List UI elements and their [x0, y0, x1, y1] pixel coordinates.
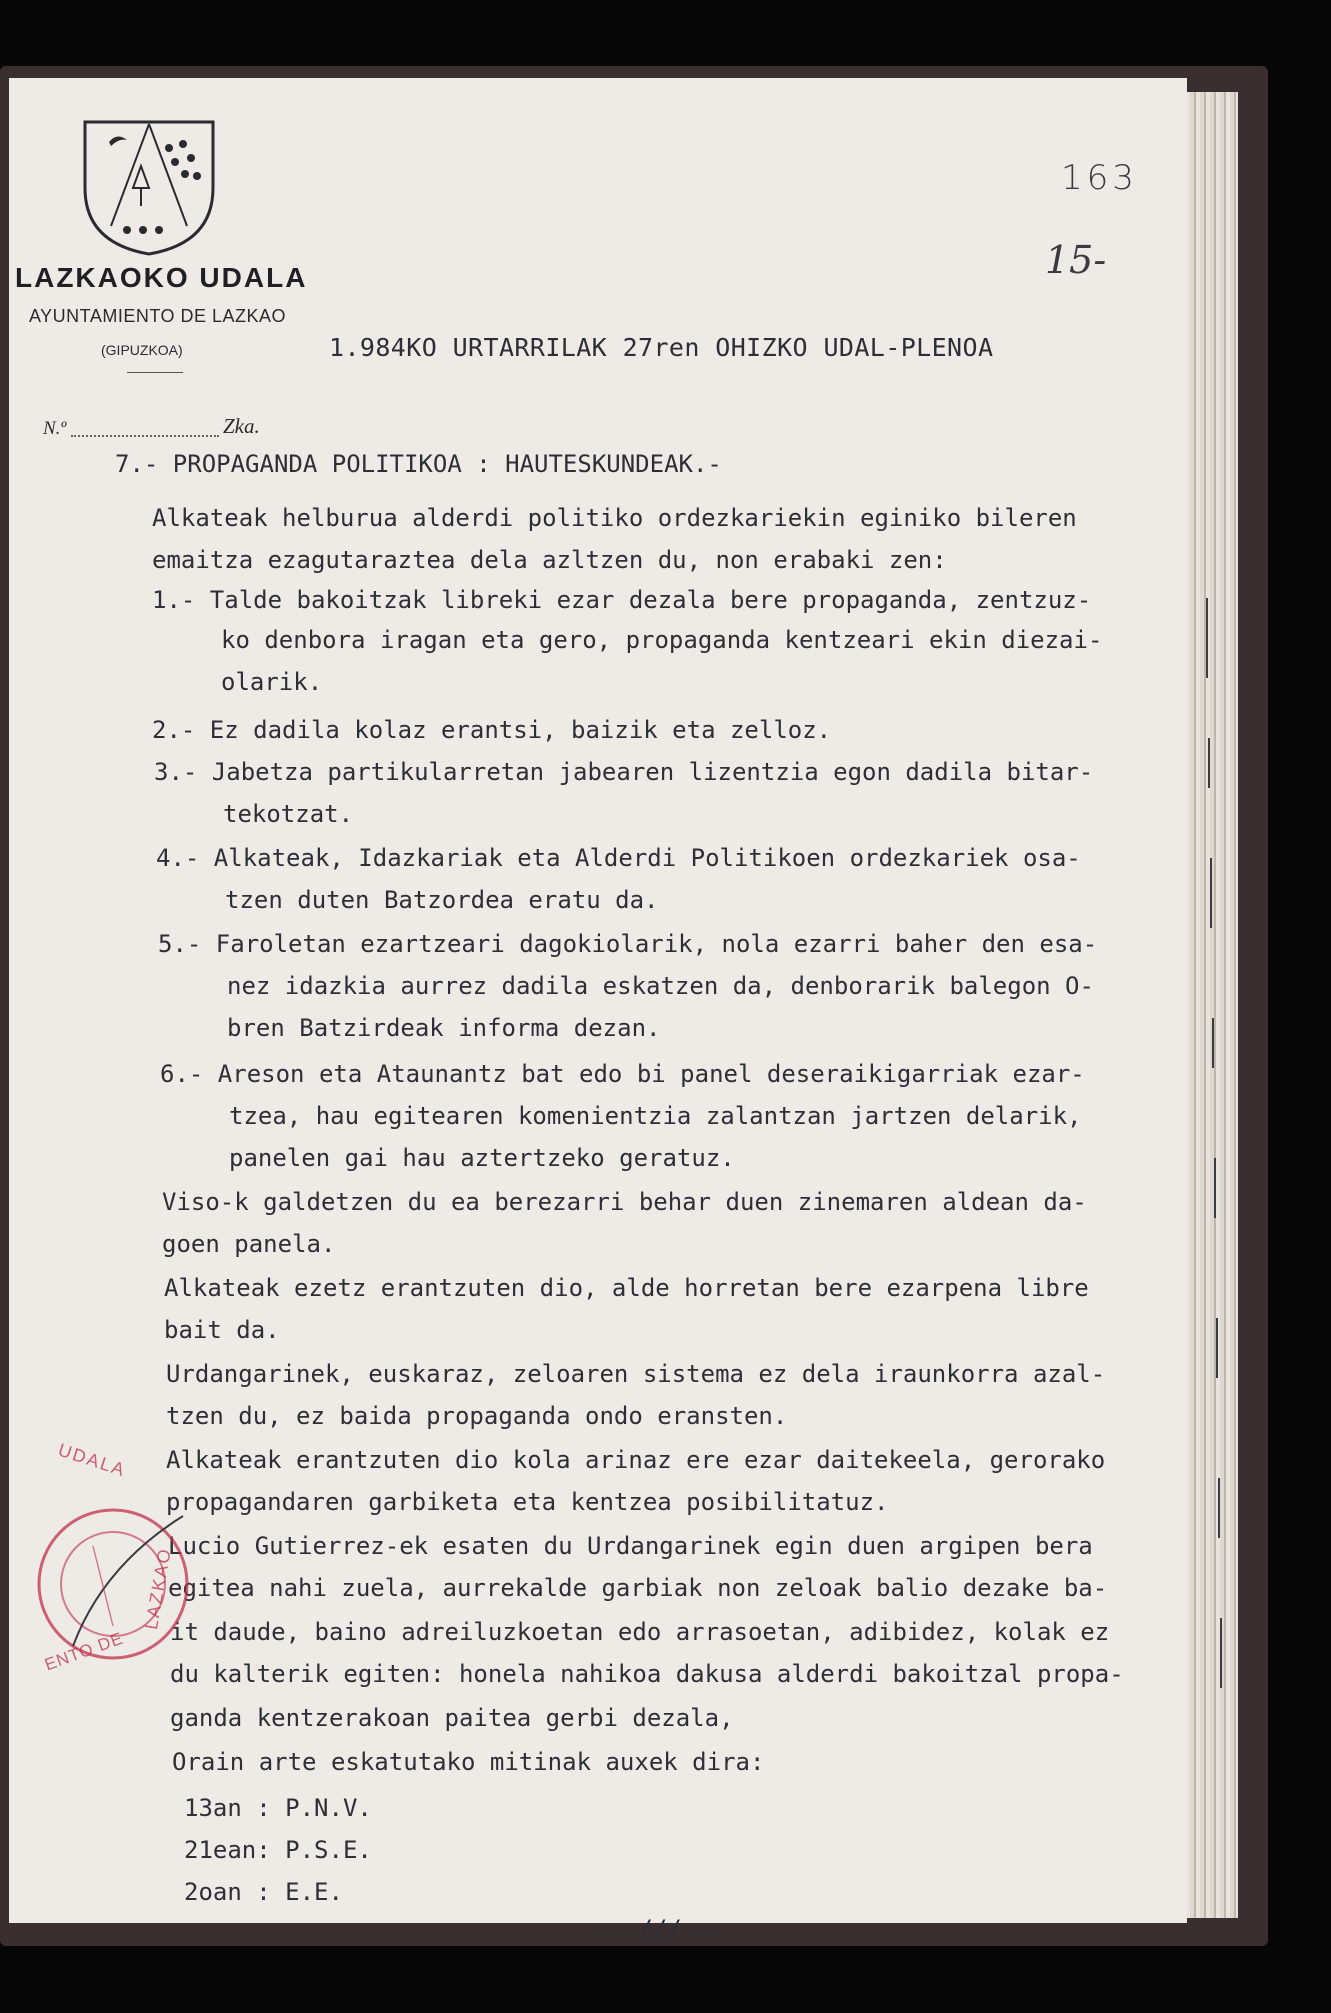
number-dotted-line: [71, 435, 219, 437]
continuation-mark: ...///...: [595, 1915, 726, 1943]
handwritten-mark: 15-: [1045, 238, 1107, 282]
body-line: panelen gai hau aztertzeko geratuz.: [229, 1144, 735, 1172]
stamp-text-top: UDALA: [55, 1439, 129, 1481]
body-line: olarik.: [221, 668, 323, 696]
province: (GIPUZKOA): [101, 342, 183, 358]
stamp-text-bottom: ENTO DE: [42, 1628, 126, 1675]
body-line: 6.- Areson eta Ataunantz bat edo bi panel deseraikigarriak ezar-: [160, 1060, 1085, 1088]
body-line: Lucio Gutierrez-ek esaten du Urdangarinek egin duen argipen bera: [168, 1532, 1093, 1560]
zka-label: Zka.: [223, 414, 260, 438]
margin-tick-marks: [1203, 598, 1233, 1698]
body-line: 5.- Faroletan ezartzeari dagokiolarik, nola ezarri baher den esa-: [158, 930, 1098, 958]
body-line: Orain arte eskatutako mitinak auxek dira:: [172, 1748, 765, 1776]
org-name: LAZKAOKO UDALA: [15, 262, 308, 293]
body-line: 1.- Talde bakoitzak libreki ezar dezala bere propaganda, zentzuz-: [152, 586, 1092, 614]
body-line: bait da.: [164, 1316, 280, 1344]
number-label: N.º: [43, 418, 67, 439]
body-line: tzen duten Batzordea eratu da.: [225, 886, 659, 914]
body-line: emaitza ezagutaraztea dela azltzen du, non erabaki zen:: [152, 546, 947, 574]
body-line: Alkateak erantzuten dio kola arinaz ere ezar daitekeela, gerorako: [166, 1446, 1106, 1474]
letterhead-rule: [127, 372, 183, 373]
body-line: 3.- Jabetza partikularretan jabearen lizentzia egon dadila bitar-: [154, 758, 1094, 786]
body-line: du kalterik egiten: honela nahikoa dakusa alderdi bakoitzal propa-: [170, 1660, 1124, 1688]
body-line: Viso-k galdetzen du ea berezarri behar duen zinemaren aldean da-: [162, 1188, 1087, 1216]
body-line: ko denbora iragan eta gero, propaganda kentzeari ekin diezai-: [221, 626, 1103, 654]
body-line: propagandaren garbiketa eta kentzea posibilitatuz.: [166, 1488, 889, 1516]
session-header: 1.984KO URTARRILAK 27ren OHIZKO UDAL-PLENOA: [329, 333, 994, 362]
body-line: Urdangarinek, euskaraz, zeloaren sistema ez dela iraunkorra azal-: [166, 1360, 1106, 1388]
body-line: Alkateak ezetz erantzuten dio, alde horretan bere ezarpena libre: [164, 1274, 1089, 1302]
body-line: tzen du, ez baida propaganda ondo eransten.: [166, 1402, 788, 1430]
document-page: [9, 78, 1187, 1943]
body-line: goen panela.: [162, 1230, 336, 1258]
section-title: 7.- PROPAGANDA POLITIKOA : HAUTESKUNDEAK.-: [115, 450, 722, 478]
body-line: ganda kentzerakoan paitea gerbi dezala,: [170, 1704, 734, 1732]
body-line: egitea nahi zuela, aurrekalde garbiak non zeloak balio dezake ba-: [168, 1574, 1108, 1602]
body-line: 21ean: P.S.E.: [184, 1836, 372, 1864]
org-name-spanish: AYUNTAMIENTO DE LAZKAO: [29, 306, 287, 326]
body-line: bren Batzirdeak informa dezan.: [227, 1014, 661, 1042]
coat-of-arms-icon: [81, 118, 217, 258]
body-line: 13an : P.N.V.: [184, 1794, 372, 1822]
page-number: 163: [1061, 158, 1138, 198]
body-line: 2oan : E.E.: [184, 1878, 343, 1906]
body-line: 4.- Alkateak, Idazkariak eta Alderdi Politikoen ordezkariek osa-: [156, 844, 1081, 872]
body-line: tekotzat.: [223, 800, 354, 828]
body-line: it daude, baino adreiluzkoetan edo arrasoetan, adibidez, kolak ez: [170, 1618, 1110, 1646]
body-line: Alkateak helburua alderdi politiko ordezkariekin eginiko bileren: [152, 504, 1077, 532]
body-line: tzea, hau egitearen komenientzia zalantzan jartzen delarik,: [229, 1102, 1082, 1130]
body-line: nez idazkia aurrez dadila eskatzen da, denborarik balegon O-: [227, 972, 1094, 1000]
body-line: 2.- Ez dadila kolaz erantsi, baizik eta zelloz.: [152, 716, 832, 744]
stamp-text-side: LAZKAO: [140, 1545, 176, 1632]
